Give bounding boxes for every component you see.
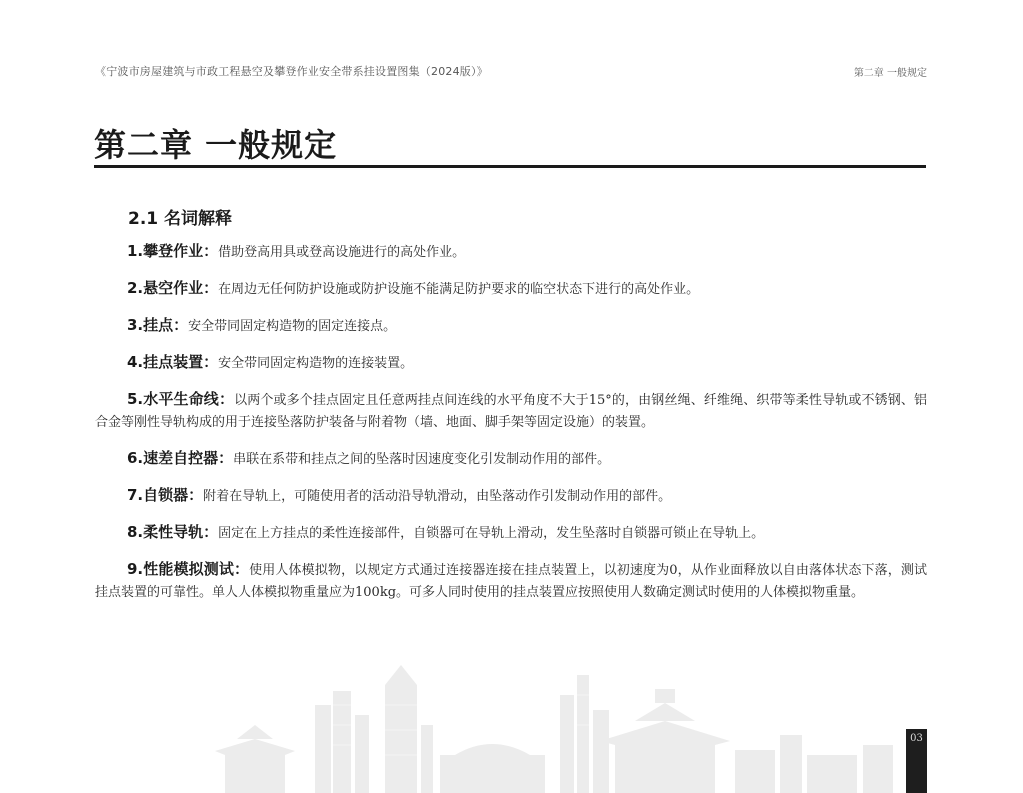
term-body: 以两个或多个挂点固定且任意两挂点间连线的水平角度不大于15°的，由钢丝绳、纤维绳、织带等柔性导轨或不锈钢、铝合金等刚性导轨构成的用于连接坠落防护装备与附着物（墙、地面、脚手架等固定设施）的装置。 xyxy=(95,393,928,430)
term-definition xyxy=(95,314,927,338)
city-skyline-watermark xyxy=(215,655,935,793)
term-body: 串联在系带和挂点之间的坠落时因速度变化引发制动作用的部件。 xyxy=(233,452,611,467)
term-name: 4.挂点装置： xyxy=(127,353,219,371)
title-underline-rule xyxy=(94,165,926,168)
term-definition xyxy=(95,351,927,375)
term-body: 使用人体模拟物，以规定方式通过连接器连接在挂点装置上，以初速度为0，从作业面释放以自由落体状态下落，测试挂点装置的可靠性。单人人体模拟物重量应为100kg。可多人同时使用的挂点装置应按照使用人数确定测试时使用的人体模拟物重量。 xyxy=(95,563,927,600)
term-definition xyxy=(95,240,927,264)
term-definition xyxy=(95,277,927,301)
running-header-chapter-label: 第二章 一般规定 xyxy=(853,68,927,79)
term-name: 1.攀登作业： xyxy=(127,242,219,260)
term-body: 安全带同固定构造物的连接装置。 xyxy=(218,356,414,371)
term-definition xyxy=(95,447,927,471)
term-body: 在周边无任何防护设施或防护设施不能满足防护要求的临空状态下进行的高处作业。 xyxy=(218,282,700,297)
term-definition xyxy=(95,558,927,604)
page-number-tab xyxy=(906,729,927,793)
page-number: 03 xyxy=(910,733,923,744)
term-name: 8.柔性导轨： xyxy=(127,523,219,541)
term-name: 5.水平生命线： xyxy=(127,390,235,408)
term-body: 固定在上方挂点的柔性连接部件，自锁器可在导轨上滑动，发生坠落时自锁器可锁止在导轨上。 xyxy=(218,526,765,541)
term-body: 借助登高用具或登高设施进行的高处作业。 xyxy=(218,245,466,260)
section-heading: 2.1 名词解释 xyxy=(128,209,233,229)
term-name: 7.自锁器： xyxy=(127,486,204,504)
term-body: 安全带同固定构造物的固定连接点。 xyxy=(188,319,397,334)
term-definition xyxy=(95,521,927,545)
term-name: 6.速差自控器： xyxy=(127,449,234,467)
term-definition xyxy=(95,388,927,434)
term-definition xyxy=(95,484,927,508)
running-header-document-title: 《宁波市房屋建筑与市政工程悬空及攀登作业安全带系挂设置图集（2024版）》 xyxy=(95,65,488,78)
chapter-title: 第二章 一般规定 xyxy=(94,126,338,164)
term-name: 3.挂点： xyxy=(127,316,189,334)
term-body: 附着在导轨上，可随使用者的活动沿导轨滑动，由坠落动作引发制动作用的部件。 xyxy=(203,489,672,504)
term-name: 2.悬空作业： xyxy=(127,279,219,297)
term-definitions-list xyxy=(95,240,927,617)
term-name: 9.性能模拟测试： xyxy=(127,560,250,578)
